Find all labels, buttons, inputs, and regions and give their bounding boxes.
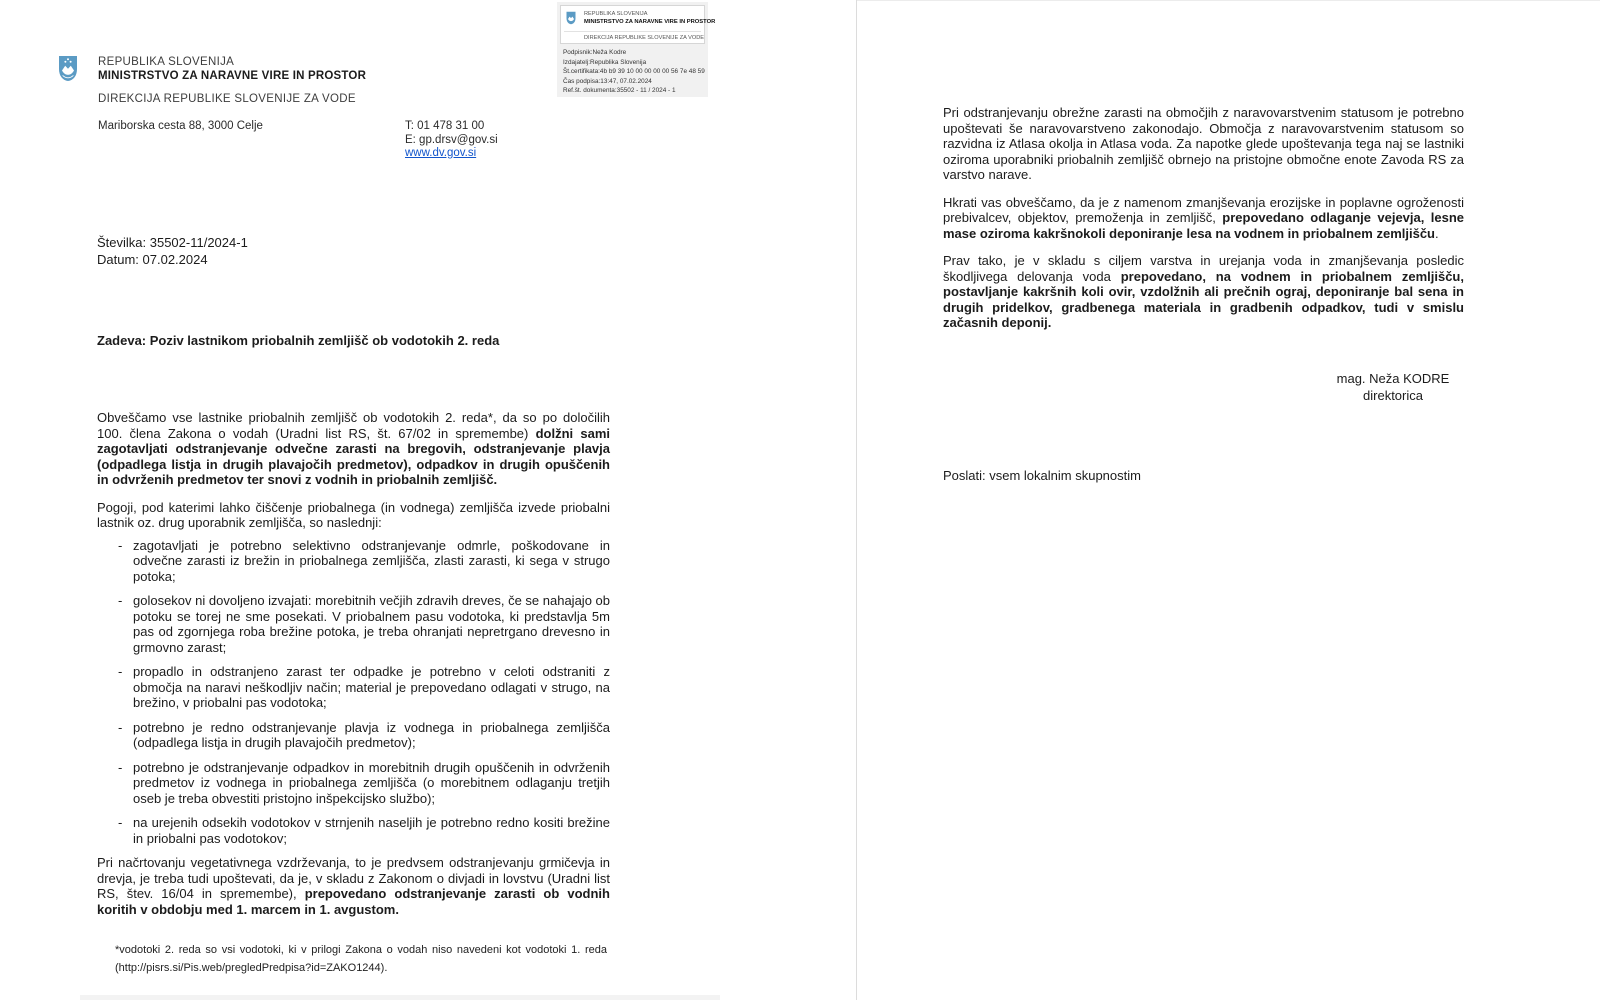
stamp-details	[563, 48, 705, 96]
letterhead-ministry: MINISTRSTVO ZA NARAVNE VIRE IN PROSTOR	[98, 70, 367, 82]
list-item: - zagotavljati je potrebno selektivno odstranjevanje odmrle, poškodovane in odvečne zarasti iz brežin in priobalnega zemljišča, zlasti zarasti, ki sega v strugo potoka;	[97, 538, 610, 585]
letterhead-website-link[interactable]: www.dv.gov.si	[405, 147, 477, 159]
paragraph-obligation: Obveščamo vse lastnike priobalnih zemljišč ob vodotokih 2. reda*, da so po določilih 100. člena Zakona o vodah (Uradni list RS, št. 67/02 in spremembe) dolžni sami zagotavljati odstranjevanje odvečne zarasti na bregovih, odstranjevanje plavja (odpadlega listja in drugih plavajočih predmetov), odpadkov in drugih opuščenih in odvrženih predmetov ter snovi z vodnih in priobalnih zemljišč.	[97, 410, 610, 487]
list-item: - golosekov ni dovoljeno izvajati: morebitnih večjih zdravih dreves, če se nahajajo ob potoku se torej ne sme posekati. V priobalnem pasu vodotoka, ki predstavlja 5m pas od zgornjega roba brežine potoka, je treba ohranjati nepretrgano drevesno in grmovno zarast;	[97, 593, 610, 655]
letterhead-address: Mariborska cesta 88, 3000 Celje	[98, 120, 263, 132]
footnote: *vodotoki 2. reda so vsi vodotoki, ki v prilogi Zakona o vodah niso navedeni kot vodotoki 1. reda (http://pisrs.si/Pis.web/pregledPredpisa?id=ZAKO1244).	[115, 944, 607, 974]
coat-of-arms-icon	[566, 11, 576, 25]
digital-signature-stamp	[557, 2, 716, 97]
stamp-header	[560, 5, 716, 44]
letterhead-republic: REPUBLIKA SLOVENIJA	[98, 56, 235, 68]
paragraph-wood-deposit-ban: Hkrati vas obveščamo, da je z namenom zmanjševanja erozijske in poplavne ogroženosti prebivalcev, objektov, premoženja in zemljišč, prepovedano odlaganje vejevja, lesne mase oziroma kakršnokoli deponiranje lesa na vodnem in priobalnem zemljišču.	[943, 194, 1464, 241]
list-item: - na urejenih odsekih vodotokov v strnjenih naseljih je potrebno redno kositi brežine in priobalni pas vodotokov;	[97, 815, 610, 846]
letter-page-2	[857, 0, 1600, 1000]
signature-name: mag. Neža KODRE	[1336, 371, 1450, 386]
document-number: Številka: 35502-11/2024-1	[97, 235, 248, 250]
stamp-doc-ref: Ref.št. dokumenta:35502 - 11 / 2024 - 1	[563, 87, 676, 95]
page-bottom-edge	[80, 995, 720, 1000]
reference-block	[97, 235, 248, 268]
stamp-signed-at: Čas podpisa:13:47, 07.02.2024	[563, 77, 652, 85]
stamp-ministry: MINISTRSTVO ZA NARAVNE VIRE IN PROSTOR	[584, 19, 716, 25]
list-item: - potrebno je redno odstranjevanje plavja iz vodnega in priobalnega zemljišča (odpadlega listja in drugih plavajočih predmetov);	[97, 720, 610, 751]
conditions-list	[97, 538, 610, 847]
stamp-republic: REPUBLIKA SLOVENIJA	[584, 11, 648, 17]
letter-body-page1	[97, 410, 610, 929]
paragraph-nature-protection: Pri odstranjevanju obrežne zarasti na območjih z naravovarstvenim statusom je potrebno upoštevati še naravovarstveno zakonodajo. Območja z naravovarstvenim statusom so razvidna iz Atlasa okolja in Atlasa voda. Za napotke glede upoštevanja tega naj se lastniki oziroma uporabniki priobalnih zemljišč obrnejo na pristojne območne enote Zavoda RS za varstvo narave.	[943, 105, 1464, 182]
distribution-line: Poslati: vsem lokalnim skupnostim	[943, 468, 1141, 483]
stamp-issuer: Izdajatelj:Republika Slovenija	[563, 58, 647, 66]
document-date: Datum: 07.02.2024	[97, 251, 208, 267]
list-item: - propadlo in odstranjeno zarast ter odpadke je potrebno v celoti odstraniti z območja na naravi neškodljiv način; material je prepovedano odlagati v strugo, na brežino, v priobalni pas vodotoka;	[97, 664, 610, 711]
letterhead-email: E: gp.drsv@gov.si	[405, 133, 498, 146]
signature-block	[1263, 371, 1523, 404]
list-item: - potrebno je odstranjevanje odpadkov in morebitnih drugih opuščenih in odvrženih predmetov iz vodnega in priobalnega zemljišča (o morebitnem odlaganju tretjih oseb je treba obvestiti pristojno inšpekcijsko službo);	[97, 760, 610, 807]
stamp-certificate: Št.certifikata:4b b9 39 10 00 00 00 00 56 7e 48 59	[563, 68, 705, 76]
stamp-separator	[564, 31, 701, 32]
subject-line: Zadeva: Poziv lastnikom priobalnih zemljišč ob vodotokih 2. reda	[97, 333, 500, 348]
signature-title: direktorica	[1363, 387, 1423, 403]
letterhead-directorate: DIREKCIJA REPUBLIKE SLOVENIJE ZA VODE	[98, 93, 356, 105]
paragraph-vegetation-maintenance: Pri načrtovanju vegetativnega vzdrževanja, to je predvsem odstranjevanju grmičevja in drevja, je treba tudi upoštevati, da je, v skladu z Zakonom o divjadi in lovstvu (Uradni list RS, štev. 16/04 in spremembe), prepovedano odstranjevanje zarasti ob vodnih koritih v obdobju med 1. marcem in 1. avgustom.	[97, 855, 610, 917]
paragraph-conditions-intro: Pogoji, pod katerimi lahko čiščenje priobalnega (in vodnega) zemljišča izvede priobalni lastnik oz. drug uporabnik zemljišča, so naslednji:	[97, 499, 610, 530]
stamp-signer: Podpisnik:Neža Kodre	[563, 49, 627, 56]
coat-of-arms-icon	[58, 55, 78, 82]
stamp-directorate: DIREKCIJA REPUBLIKE SLOVENIJE ZA VODE	[584, 35, 704, 41]
letterhead-contact	[405, 120, 498, 161]
letter-body-page2	[943, 105, 1464, 343]
paragraph-obstacles-ban: Prav tako, je v skladu s ciljem varstva in urejanja voda in zmanjševanja posledic škodljivega delovanja voda prepovedano, na vodnem in priobalnem zemljišču, postavljanje kakršnih koli ovir, vzdolžnih ali prečnih ograj, deponiranje bal sena in drugih pridelkov, gradbenega materiala in gradbenih odpadkov, tudi v smislu začasnih deponij.	[943, 253, 1464, 330]
letterhead-phone: T: 01 478 31 00	[405, 120, 485, 132]
